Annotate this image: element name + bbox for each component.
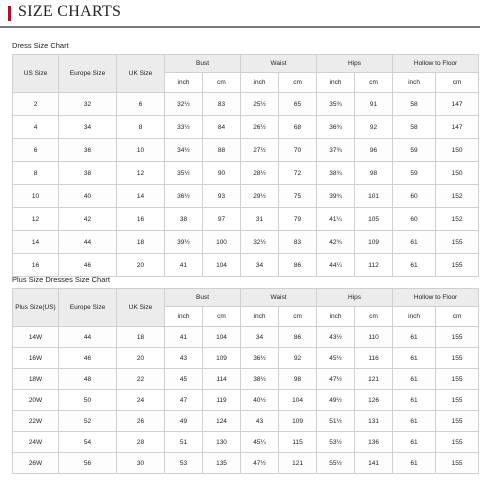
table-cell: 58 [393,116,436,139]
table-row [13,432,479,453]
table-cell: 126 [355,390,393,411]
table-cell: 38 [59,162,117,185]
table-cell: 38¾ [317,162,355,185]
table-cell: 14 [117,185,165,208]
table-cell: 8 [13,162,59,185]
table-cell: 48 [59,369,117,390]
table-cell: 105 [355,208,393,231]
table-cell: 92 [279,348,317,369]
table-cell: 46 [59,348,117,369]
table-cell: 49½ [317,390,355,411]
table-cell: 16 [117,208,165,231]
table-cell: 90 [203,162,241,185]
table-cell: 24W [13,432,59,453]
table-cell: 119 [203,390,241,411]
table-cell: 22 [117,369,165,390]
table-row [13,93,479,116]
table-cell: 61 [393,254,436,277]
table-cell: 50 [59,390,117,411]
table-row [13,162,479,185]
unit-header: inch [393,73,436,93]
table-cell: 43½ [317,327,355,348]
table-cell: 150 [436,162,479,185]
unit-header: inch [241,73,279,93]
table-cell: 155 [436,390,479,411]
table-cell: 155 [436,432,479,453]
table-cell: 41 [165,327,203,348]
table-cell: 152 [436,208,479,231]
table-cell: 135 [203,453,241,474]
table-cell: 2 [13,93,59,116]
table-row [13,139,479,162]
column-header: Hollow to Floor [393,55,479,73]
table-cell: 104 [279,390,317,411]
page-title: SIZE CHARTS [18,3,122,20]
table-cell: 61 [393,411,436,432]
column-header: Europe Size [59,289,117,327]
table-row [13,411,479,432]
table-cell: 24 [117,390,165,411]
table-cell: 31 [241,208,279,231]
table-cell: 114 [203,369,241,390]
unit-header: inch [165,307,203,327]
table-cell: 34 [241,254,279,277]
table-cell: 116 [355,348,393,369]
table-cell: 155 [436,231,479,254]
table-cell: 115 [279,432,317,453]
table-cell: 65 [279,93,317,116]
unit-header: inch [241,307,279,327]
table-cell: 42 [59,208,117,231]
table-cell: 147 [436,93,479,116]
table-cell: 28 [117,432,165,453]
table-cell: 42¾ [317,231,355,254]
table-cell: 14W [13,327,59,348]
table-cell: 86 [279,327,317,348]
table-cell: 147 [436,116,479,139]
plus-chart-title: Plus Size Dresses Size Chart [12,275,110,284]
table-cell: 44¼ [317,254,355,277]
table-cell: 39¾ [317,185,355,208]
table-cell: 43 [165,348,203,369]
table-cell: 96 [355,139,393,162]
table-cell: 10 [13,185,59,208]
unit-header: inch [317,73,355,93]
table-cell: 20 [117,348,165,369]
table-cell: 61 [393,327,436,348]
table-cell: 25½ [241,93,279,116]
table-cell: 150 [436,139,479,162]
column-header: Bust [165,289,241,307]
table-cell: 6 [13,139,59,162]
table-cell: 52 [59,411,117,432]
table-cell: 28½ [241,162,279,185]
dress-size-table [12,54,479,277]
table-cell: 155 [436,327,479,348]
table-cell: 16W [13,348,59,369]
unit-header: cm [436,307,479,327]
table-cell: 18 [117,231,165,254]
table-cell: 54 [59,432,117,453]
column-header: Plus Size(US) [13,289,59,327]
column-header: Hips [317,289,393,307]
table-cell: 98 [279,369,317,390]
table-cell: 18W [13,369,59,390]
table-cell: 12 [13,208,59,231]
table-cell: 20W [13,390,59,411]
table-cell: 98 [355,162,393,185]
dress-chart-title: Dress Size Chart [12,41,69,50]
table-cell: 34 [241,327,279,348]
table-cell: 37¾ [317,139,355,162]
table-cell: 88 [203,139,241,162]
table-cell: 30 [117,453,165,474]
table-cell: 26W [13,453,59,474]
header-rule [0,26,480,28]
table-cell: 38 [165,208,203,231]
table-cell: 56 [59,453,117,474]
table-row [13,208,479,231]
table-cell: 34½ [165,139,203,162]
table-cell: 49 [165,411,203,432]
table-cell: 155 [436,411,479,432]
table-row [13,231,479,254]
column-header: Europe Size [59,55,117,93]
table-cell: 60 [393,208,436,231]
table-cell: 58 [393,93,436,116]
table-cell: 93 [203,185,241,208]
table-cell: 121 [279,453,317,474]
table-cell: 20 [117,254,165,277]
table-cell: 130 [203,432,241,453]
table-cell: 60 [393,185,436,208]
table-cell: 83 [279,231,317,254]
table-row [13,254,479,277]
unit-header: inch [393,307,436,327]
column-header: Waist [241,55,317,73]
table-cell: 121 [355,369,393,390]
table-cell: 33½ [165,116,203,139]
table-cell: 38½ [241,369,279,390]
table-cell: 45½ [317,348,355,369]
table-cell: 109 [203,348,241,369]
table-cell: 14 [13,231,59,254]
table-cell: 27½ [241,139,279,162]
table-cell: 35½ [165,162,203,185]
table-cell: 18 [117,327,165,348]
table-row [13,327,479,348]
table-cell: 75 [279,185,317,208]
table-cell: 61 [393,453,436,474]
unit-header: cm [279,73,317,93]
table-cell: 59 [393,162,436,185]
table-cell: 16 [13,254,59,277]
table-cell: 26 [117,411,165,432]
table-cell: 41 [165,254,203,277]
table-cell: 32½ [241,231,279,254]
table-cell: 12 [117,162,165,185]
table-cell: 70 [279,139,317,162]
table-cell: 61 [393,231,436,254]
table-cell: 36 [59,139,117,162]
column-header: US Size [13,55,59,93]
table-cell: 131 [355,411,393,432]
table-row [13,348,479,369]
table-cell: 40½ [241,390,279,411]
table-cell: 6 [117,93,165,116]
unit-header: cm [355,73,393,93]
table-cell: 59 [393,139,436,162]
table-cell: 26½ [241,116,279,139]
table-cell: 51 [165,432,203,453]
unit-header: cm [355,307,393,327]
unit-header: cm [203,73,241,93]
table-cell: 141 [355,453,393,474]
table-cell: 53½ [317,432,355,453]
table-row [13,185,479,208]
table-cell: 47½ [241,453,279,474]
table-cell: 112 [355,254,393,277]
table-cell: 61 [393,390,436,411]
column-header: UK Size [117,289,165,327]
table-cell: 97 [203,208,241,231]
table-cell: 29½ [241,185,279,208]
table-cell: 136 [355,432,393,453]
table-cell: 104 [203,254,241,277]
column-header: Hips [317,55,393,73]
table-cell: 61 [393,348,436,369]
table-cell: 92 [355,116,393,139]
table-cell: 46 [59,254,117,277]
table-cell: 55½ [317,453,355,474]
table-cell: 32 [59,93,117,116]
table-cell: 53 [165,453,203,474]
table-cell: 22W [13,411,59,432]
table-cell: 44 [59,327,117,348]
table-cell: 61 [393,369,436,390]
table-cell: 84 [203,116,241,139]
table-row [13,390,479,411]
table-cell: 45¼ [241,432,279,453]
table-cell: 124 [203,411,241,432]
table-cell: 36½ [165,185,203,208]
table-cell: 104 [203,327,241,348]
unit-header: inch [165,73,203,93]
table-cell: 68 [279,116,317,139]
unit-header: inch [317,307,355,327]
table-cell: 91 [355,93,393,116]
table-cell: 34 [59,116,117,139]
column-header: UK Size [117,55,165,93]
table-cell: 8 [117,116,165,139]
table-cell: 155 [436,348,479,369]
table-cell: 45 [165,369,203,390]
table-cell: 79 [279,208,317,231]
table-cell: 36¾ [317,116,355,139]
table-row [13,116,479,139]
table-cell: 100 [203,231,241,254]
table-cell: 86 [279,254,317,277]
column-header: Hollow to Floor [393,289,479,307]
unit-header: cm [279,307,317,327]
table-cell: 43 [241,411,279,432]
table-cell: 4 [13,116,59,139]
table-cell: 40 [59,185,117,208]
table-cell: 35¾ [317,93,355,116]
table-cell: 47 [165,390,203,411]
table-cell: 109 [355,231,393,254]
table-cell: 110 [355,327,393,348]
table-cell: 83 [203,93,241,116]
table-cell: 47½ [317,369,355,390]
table-cell: 10 [117,139,165,162]
table-cell: 152 [436,185,479,208]
table-cell: 101 [355,185,393,208]
table-cell: 155 [436,453,479,474]
table-cell: 109 [279,411,317,432]
unit-header: cm [203,307,241,327]
column-header: Bust [165,55,241,73]
table-cell: 44 [59,231,117,254]
table-row [13,453,479,474]
table-cell: 36½ [241,348,279,369]
table-row [13,369,479,390]
table-cell: 41¼ [317,208,355,231]
table-cell: 39½ [165,231,203,254]
table-cell: 61 [393,432,436,453]
table-cell: 155 [436,369,479,390]
table-cell: 32½ [165,93,203,116]
column-header: Waist [241,289,317,307]
header-accent-bar [8,6,11,21]
page-header [0,0,480,28]
plus-size-table [12,288,479,474]
table-cell: 72 [279,162,317,185]
table-cell: 155 [436,254,479,277]
unit-header: cm [436,73,479,93]
table-cell: 51½ [317,411,355,432]
